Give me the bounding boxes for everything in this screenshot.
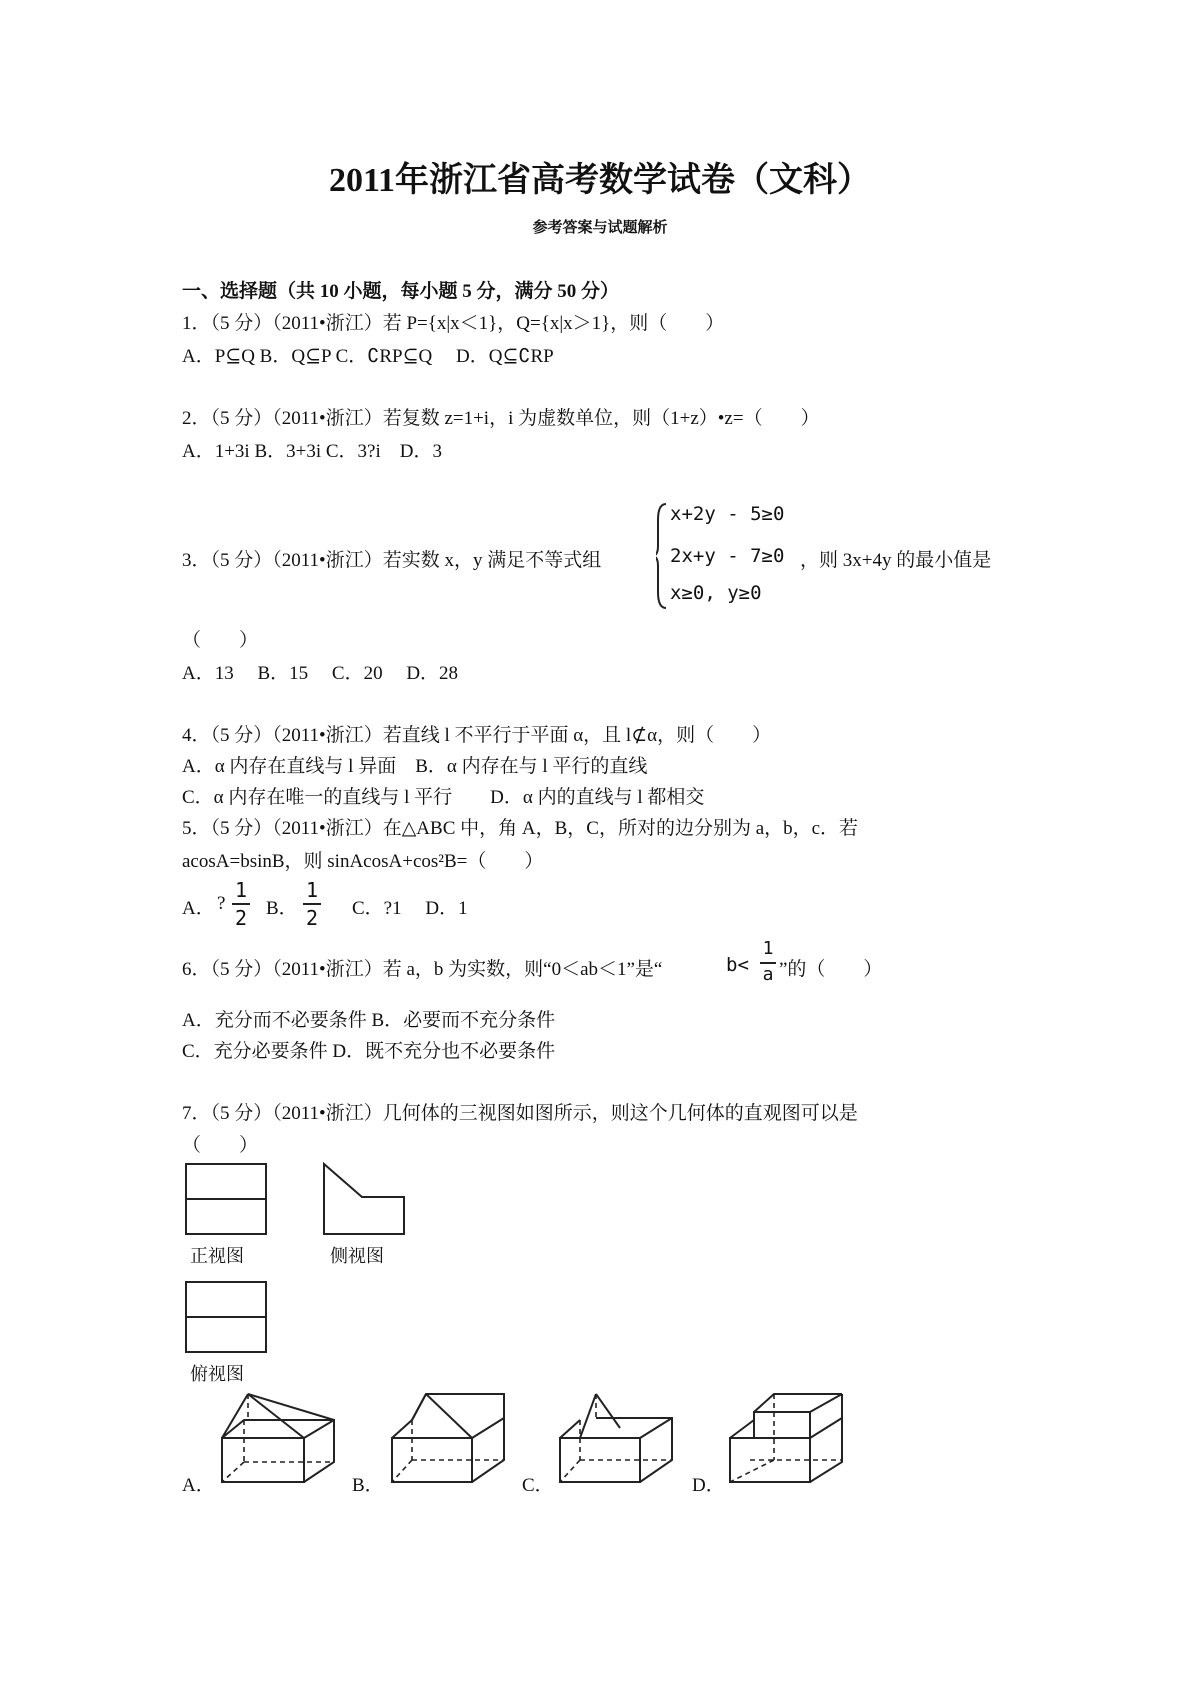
choice-d-figure — [726, 1390, 856, 1490]
choice-a-label: A． — [182, 1475, 215, 1496]
question-6-options-row2: C．充分必要条件 D．既不充分也不必要条件 — [182, 1041, 556, 1062]
question-7-stem: 7．（5 分）（2011•浙江）几何体的三视图如图所示，则这个几何体的直观图可以是 — [182, 1103, 858, 1124]
question-3-stem-before: 3．（5 分）（2011•浙江）若实数 x，y 满足不等式组 — [182, 550, 602, 571]
fraction-b-denominator: 2 — [305, 906, 319, 930]
question-5-option-a-sign: ? — [217, 893, 226, 914]
question-4-options-row2: C．α 内存在唯一的直线与 l 平行 D．α 内的直线与 l 都相交 — [182, 787, 705, 808]
choice-c-figure — [556, 1390, 686, 1490]
question-1-options: A．P⊆Q B．Q⊆P C．∁RP⊆Q D．Q⊆∁RP — [182, 346, 554, 367]
fraction-a-denominator: 2 — [234, 906, 248, 930]
top-view-label: 俯视图 — [190, 1364, 244, 1385]
fraction-a-bar — [232, 903, 250, 905]
question-7-paren: （ ） — [182, 1135, 259, 1156]
question-4-options-row1: A．α 内存在直线与 l 异面 B．α 内存在与 l 平行的直线 — [182, 756, 648, 777]
question-3-stem-after: ，则 3x+4y 的最小值是 — [800, 550, 992, 571]
choice-c-label: C． — [522, 1475, 554, 1496]
choice-d-label: D． — [692, 1475, 725, 1496]
choice-b-figure — [388, 1390, 518, 1490]
fraction-6-denominator: a — [762, 964, 774, 985]
front-view-label: 正视图 — [190, 1246, 244, 1267]
question-5-stem-line1: 5．（5 分）（2011•浙江）在△ABC 中，角 A，B，C，所对的边分别为 a，b，c．若 — [182, 818, 859, 839]
question-6-inequality-lhs: b< — [726, 954, 749, 976]
question-5-option-a-label: A． — [182, 898, 215, 919]
question-3-paren: （ ） — [182, 630, 259, 651]
choice-b-label: B． — [352, 1475, 384, 1496]
question-5-options-cd: C．?1 D．1 — [352, 898, 468, 919]
question-5-option-b-label: B． — [266, 898, 298, 919]
system-line-2: 2x+y - 7≥0 — [670, 545, 785, 567]
question-6-options-row1: A．充分而不必要条件 B．必要而不充分条件 — [182, 1010, 556, 1031]
page-subtitle: 参考答案与试题解析 — [532, 220, 668, 236]
section-heading: 一、选择题（共 10 小题，每小题 5 分，满分 50 分） — [182, 281, 620, 302]
side-view-figure — [320, 1160, 410, 1240]
question-6-stem-before: 6．（5 分）（2011•浙江）若 a，b 为实数，则“0＜ab＜1”是“ — [182, 959, 663, 980]
fraction-6-numerator: 1 — [762, 938, 774, 959]
system-line-1: x+2y - 5≥0 — [670, 503, 785, 525]
fraction-b-numerator: 1 — [305, 878, 319, 902]
system-line-3: x≥0, y≥0 — [670, 582, 762, 604]
question-1-stem: 1．（5 分）（2011•浙江）若 P={x|x＜1}，Q={x|x＞1}，则（ ） — [182, 313, 725, 334]
question-2-stem: 2．（5 分）（2011•浙江）若复数 z=1+i，i 为虚数单位，则（1+z）•z=（ ） — [182, 408, 820, 429]
fraction-b-bar — [303, 903, 321, 905]
question-2-options: A．1+3i B．3+3i C．3?i D．3 — [182, 441, 442, 462]
side-view-label: 侧视图 — [330, 1246, 384, 1267]
top-view-figure — [182, 1278, 272, 1358]
fraction-a-numerator: 1 — [234, 878, 248, 902]
choice-a-figure — [218, 1390, 348, 1490]
question-5-stem-line2: acosA=bsinB，则 sinAcosA+cos²B=（ ） — [182, 851, 544, 872]
page-title: 2011年浙江省高考数学试卷（文科） — [328, 162, 872, 199]
front-view-figure — [182, 1160, 272, 1240]
question-4-stem: 4．（5 分）（2011•浙江）若直线 l 不平行于平面 α，且 l⊄α，则（ ） — [182, 725, 772, 746]
question-3-options: A．13 B．15 C．20 D．28 — [182, 663, 459, 684]
question-6-stem-after: ”的（ ） — [779, 959, 883, 980]
